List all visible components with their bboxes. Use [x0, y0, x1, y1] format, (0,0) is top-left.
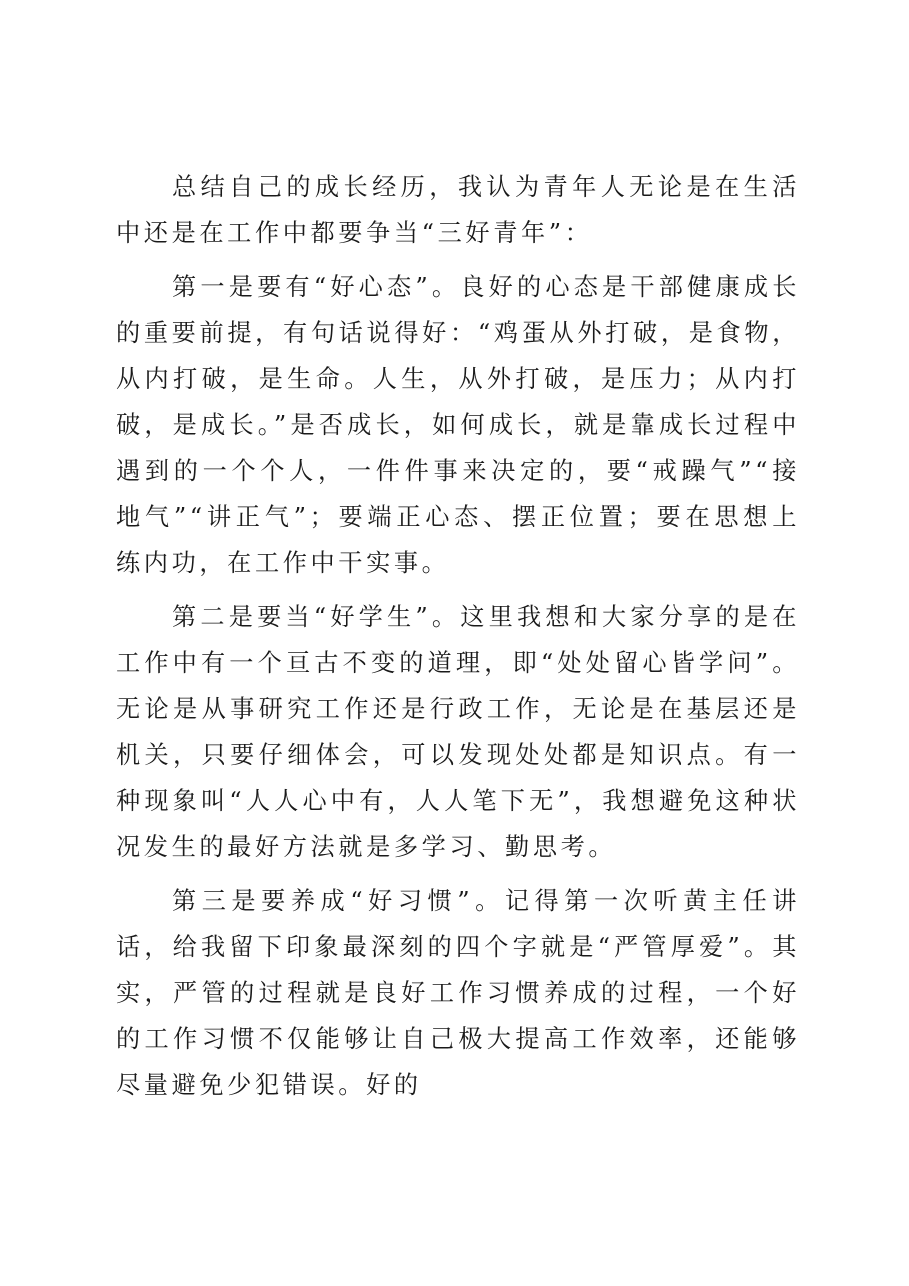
paragraph-good-attitude: 第一是要有“好心态”。良好的心态是干部健康成长的重要前提，有句话说得好：“鸡蛋从外打破，是食物，从内打破，是生命。人生，从外打破，是压力；从内打破，是成长。”是否成长，如何成长，就是靠成长过程中遇到的一个个人，一件件事来决定的，要“戒躁气”“接地气”“讲正气”；要端正心态、摆正位置；要在思想上练内功，在工作中干实事。 — [116, 273, 800, 577]
paragraph-intro: 总结自己的成长经历，我认为青年人无论是在生活中还是在工作中都要争当“三好青年”： — [116, 173, 800, 247]
paragraph-good-habits: 第三是要养成“好习惯”。记得第一次听黄主任讲话，给我留下印象最深刻的四个字就是“严管厚爱”。其实，严管的过程就是良好工作习惯养成的过程，一个好的工作习惯不仅能够让自己极大提高工作效率，还能够尽量避免少犯错误。好的 — [116, 887, 800, 1099]
paragraph-good-student: 第二是要当“好学生”。这里我想和大家分享的是在工作中有一个亘古不变的道理，即“处处留心皆学问”。无论是从事研究工作还是行政工作，无论是在基层还是机关，只要仔细体会，可以发现处处都是知识点。有一种现象叫“人人心中有，人人笔下无”，我想避免这种状况发生的最好方法就是多学习、勤思考。 — [116, 603, 800, 861]
document-body — [116, 164, 800, 1116]
